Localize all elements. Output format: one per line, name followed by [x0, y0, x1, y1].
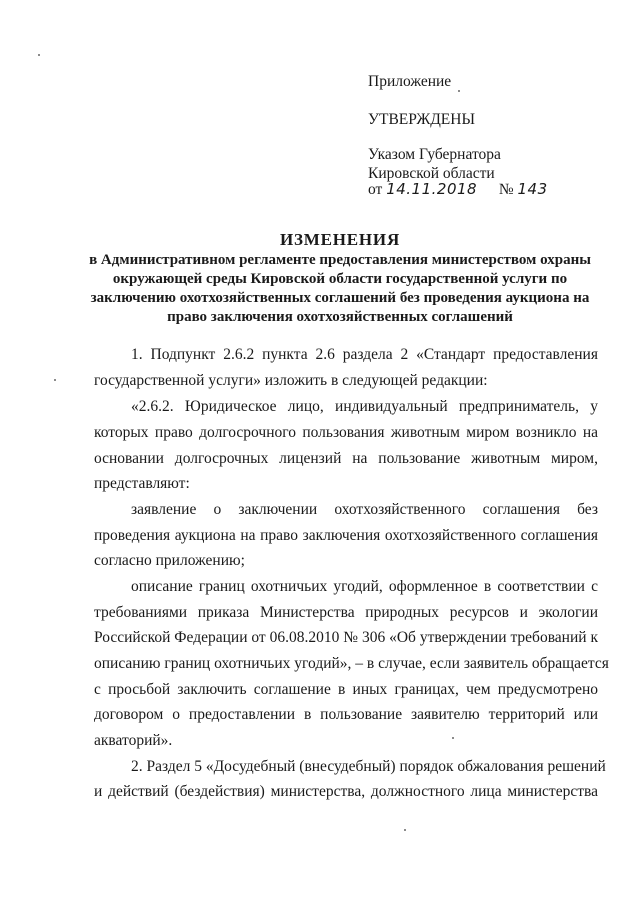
number-prefix: № — [498, 181, 514, 198]
body-line-7: заявление о заключении охотхозяйственного соглашения без — [131, 501, 598, 518]
decree-date-number — [368, 180, 548, 199]
body-line-4: которых право долгосрочного пользования животным миром возникло на — [94, 424, 598, 441]
title-line-4: право заключения охотхозяйственных соглашений — [167, 309, 513, 325]
title-line-3: заключению охотхозяйственных соглашений без проведения аукциона на — [90, 290, 590, 306]
body-line-14: с просьбой заключить соглашение в иных границах, чем предусмотрено — [94, 681, 598, 698]
body-line-11: требованиями приказа Министерства природных ресурсов и экологии — [94, 604, 598, 621]
body-line-8: проведения аукциона на право заключения охотхозяйственного соглашения — [94, 527, 598, 544]
body-line-12: Российской Федерации от 06.08.2010 № 306 «Об утверждении требований к — [94, 629, 598, 646]
body-line-3: «2.6.2. Юридическое лицо, индивидуальный предприниматель, у — [131, 398, 598, 415]
handwritten-date: 14.11.2018 — [386, 180, 478, 198]
scan-speck — [54, 379, 56, 381]
body-line-6: представляют: — [94, 475, 190, 492]
handwritten-number: 143 — [517, 180, 548, 198]
decree-label: Указом Губернатора — [368, 146, 501, 163]
date-prefix: от — [368, 181, 383, 198]
document-title: ИЗМЕНЕНИЯ — [279, 230, 401, 249]
scan-speck — [404, 829, 406, 831]
region-label: Кировской области — [368, 165, 495, 182]
body-line-13: описанию границ охотничьих угодий», – в случае, если заявитель обращается — [94, 655, 609, 672]
body-line-18: и действий (бездействия) министерства, должностного лица министерства — [94, 783, 598, 800]
approved-label: УТВЕРЖДЕНЫ — [368, 111, 475, 128]
body-line-16: акваторий». — [94, 732, 173, 749]
title-line-2: окружающей среды Кировской области государственной услуги по — [112, 271, 568, 287]
title-line-1: в Административном регламенте предоставления министерством охраны — [89, 252, 591, 268]
body-line-5: основании долгосрочных лицензий на пользование животным миром, — [94, 450, 598, 467]
body-line-17: 2. Раздел 5 «Досудебный (внесудебный) порядок обжалования решений — [131, 758, 606, 775]
body-line-10: описание границ охотничьих угодий, оформленное в соответствии с — [131, 578, 598, 595]
scan-speck — [38, 54, 40, 56]
scan-speck — [452, 737, 454, 739]
body-line-1: 1. Подпункт 2.6.2 пункта 2.6 раздела 2 «Стандарт предоставления — [131, 346, 598, 363]
scan-speck — [458, 90, 460, 92]
body-line-15: договором о предоставлении в пользование заявителю территорий или — [94, 706, 598, 723]
body-line-2: государственной услуги» изложить в следующей редакции: — [94, 372, 488, 389]
body-line-9: согласно приложению; — [94, 552, 245, 569]
appendix-label: Приложение — [368, 73, 452, 90]
